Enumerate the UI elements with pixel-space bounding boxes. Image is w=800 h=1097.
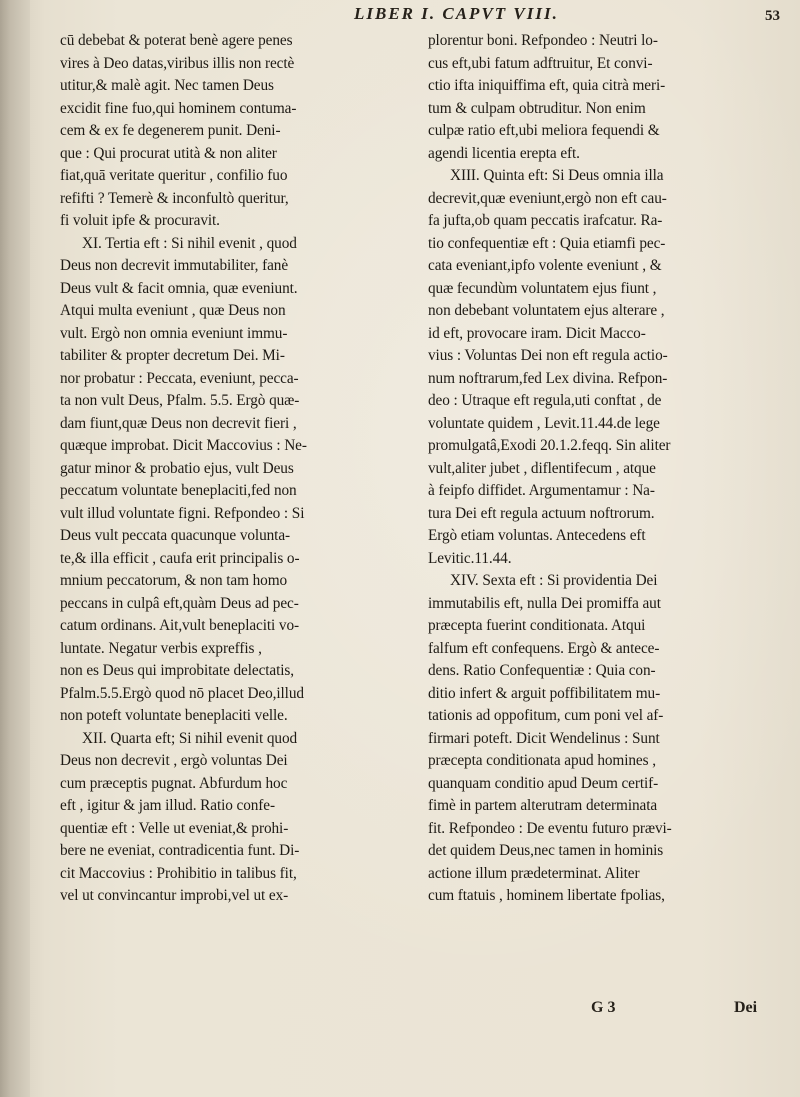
text-line: utitur,& malè agit. Nec tamen Deus [60, 77, 274, 94]
text-line: Deus non decrevit immutabiliter, fanè [60, 257, 289, 274]
text-line: Pfalm.5.5.Ergò quod nō placet Deo,illud [60, 684, 304, 702]
text-line: tura Dei eft regula actuum noftrorum. [428, 504, 655, 522]
text-line: Deus vult peccata quacunque volunta- [60, 527, 291, 544]
text-line: Deus non decrevit , ergò voluntas Dei [60, 752, 288, 769]
text-line: tio confequentiæ eft : Quia etiamfi pec- [428, 234, 666, 252]
text-line: non es Deus qui improbitate delectatis, [60, 662, 294, 679]
catchword: Dei [734, 999, 758, 1016]
text-line: præcepta fuerint conditionata. Atqui [428, 617, 646, 634]
text-line: peccatum voluntate beneplaciti,fed non [60, 482, 297, 499]
text-line: agendi licentia erepta eft. [428, 144, 580, 162]
text-line: fiat,quā veritate queritur , confilio fuo [60, 167, 288, 184]
text-line: promulgatâ,Exodi 20.1.2.feqq. Sin aliter [428, 437, 671, 454]
text-line: culpæ ratio eft,ubi meliora fequendi & [428, 122, 660, 139]
text-line: deo : Utraque eft regula,uti conftat , de [428, 392, 662, 409]
text-line: cata eveniant,ipfo volente eveniunt , & [428, 257, 662, 274]
text-line: fimè in partem alterutram determinata [428, 797, 658, 814]
text-line: cit Maccovius : Prohibitio in talibus fit, [60, 864, 297, 882]
text-line: fit. Refpondeo : De eventu futuro prævi- [428, 819, 672, 837]
text-line: ta non vult Deus, Pfalm. 5.5. Ergò quæ- [60, 392, 300, 409]
text-line: vires à Deo datas,viribus illis non rectè [60, 54, 295, 72]
text-line: vult. Ergò non omnia eveniunt immu- [60, 324, 288, 342]
text-line: dens. Ratio Confequentiæ : Quia con- [428, 662, 656, 679]
text-line: Atqui multa eveniunt , quæ Deus non [60, 302, 286, 319]
text-line: Levitic.11.44. [428, 549, 512, 567]
text-line: immutabilis eft, nulla Dei promiffa aut [428, 594, 661, 612]
page-number: 53 [765, 8, 780, 24]
text-line: vius : Voluntas Dei non eft regula actio- [428, 347, 668, 364]
text-line: quentiæ eft : Velle ut eveniat,& prohi- [60, 819, 289, 837]
running-title: LIBER I. CAPVT VIII. [354, 4, 559, 23]
text-line: mnium peccatorum, & non tam homo [60, 572, 288, 589]
text-line: XIV. Sexta eft : Si providentia Dei [450, 572, 658, 589]
text-line: catum ordinans. Ait,vult beneplaciti vo- [60, 617, 299, 634]
binding-gutter [0, 0, 30, 1097]
text-line: gatur minor & probatio ejus, vult Deus [60, 459, 294, 477]
text-line: non debebant voluntatem ejus alterare , [428, 302, 665, 319]
text-line: actione illum prædeterminat. Aliter [428, 864, 640, 882]
text-line: tationis ad oppofitum, cum poni vel af- [428, 707, 664, 724]
text-line: num noftrarum,fed Lex divina. Refpon- [428, 369, 668, 387]
text-line: eft , igitur & jam illud. Ratio confe- [60, 797, 275, 814]
text-line: Ergò etiam voluntas. Antecedens eft [428, 527, 646, 544]
text-line: vult,aliter jubet , diflentifecum , atque [428, 459, 656, 477]
text-line: vel ut convincantur improbi,vel ut ex- [60, 887, 289, 904]
text-line: bere ne eveniat, contradicentia funt. Di- [60, 842, 300, 859]
text-line: XI. Tertia eft : Si nihil evenit , quod [82, 234, 297, 252]
text-line: ditio infert & arguit poffibilitatem mu- [428, 684, 661, 702]
text-line: peccans in culpâ eft,quàm Deus ad pec- [60, 594, 299, 612]
text-line: cum præceptis pugnat. Abfurdum hoc [60, 774, 288, 792]
text-line: quæque improbat. Dicit Maccovius : Ne- [60, 437, 307, 454]
text-line: plorentur boni. Refpondeo : Neutri lo- [428, 32, 658, 49]
text-line: XIII. Quinta eft: Si Deus omnia illa [450, 167, 664, 184]
text-line: falfum eft confequens. Ergò & antece- [428, 639, 660, 657]
text-line: det quidem Deus,nec tamen in hominis [428, 842, 664, 859]
text-line: nor probatur : Peccata, eveniunt, pecca- [60, 369, 299, 387]
text-line: te,& illa efficit , caufa erit principalis o- [60, 549, 300, 567]
text-line: tabiliter & propter decretum Dei. Mi- [60, 347, 285, 364]
text-line: cus eft,ubi fatum adftruitur, Et convi- [428, 54, 653, 72]
text-line: decrevit,quæ eveniunt,ergò non eft cau- [428, 189, 667, 207]
text-line: refifti ? Temerè & inconfultò queritur, [60, 189, 289, 207]
text-line: non poteft voluntate beneplaciti velle. [60, 707, 288, 724]
text-line: præcepta conditionata apud homines , [428, 752, 656, 769]
text-line: cū debebat & poterat benè agere penes [60, 32, 293, 49]
text-line: ctio ifta iniquiffima eft, quia citrà meri- [428, 77, 666, 94]
signature-mark: G 3 [591, 999, 616, 1016]
text-line: firmari poteft. Dicit Wendelinus : Sunt [428, 729, 660, 747]
text-line: quæ fecundùm voluntatem ejus fiunt , [428, 279, 657, 297]
text-line: vult illud voluntate figni. Refpondeo : Si [60, 504, 305, 522]
text-line: id eft, provocare iram. Dicit Macco- [428, 324, 646, 342]
text-line: XII. Quarta eft; Si nihil evenit quod [82, 729, 298, 747]
text-line: excidit fine fuo,qui hominem contuma- [60, 99, 297, 117]
text-line: tum & culpam obtruditur. Non enim [428, 99, 646, 117]
text-line: voluntate quidem , Levit.11.44.de lege [428, 414, 660, 432]
text-line: fa jufta,ob quam peccatis irafcatur. Ra- [428, 212, 663, 229]
text-line: Deus vult & facit omnia, quæ eveniunt. [60, 279, 298, 297]
right-text-column [428, 30, 774, 908]
left-text-column [60, 30, 398, 908]
text-line: quanquam conditio apud Deum certif- [428, 774, 659, 792]
text-line: luntate. Negatur verbis expreffis , [60, 639, 262, 657]
text-line: fi voluit ipfe & procuravit. [60, 212, 220, 229]
text-line: que : Qui procurat utità & non aliter [60, 144, 277, 162]
text-line: à feipfo diffidet. Argumentamur : Na- [428, 482, 655, 499]
page-header [62, 2, 782, 30]
text-line: dam fiunt,quæ Deus non decrevit fieri , [60, 414, 297, 432]
text-line: cem & ex fe degenerem punit. Deni- [60, 122, 281, 139]
text-line: cum ftatuis , hominem libertate fpolias, [428, 887, 665, 904]
